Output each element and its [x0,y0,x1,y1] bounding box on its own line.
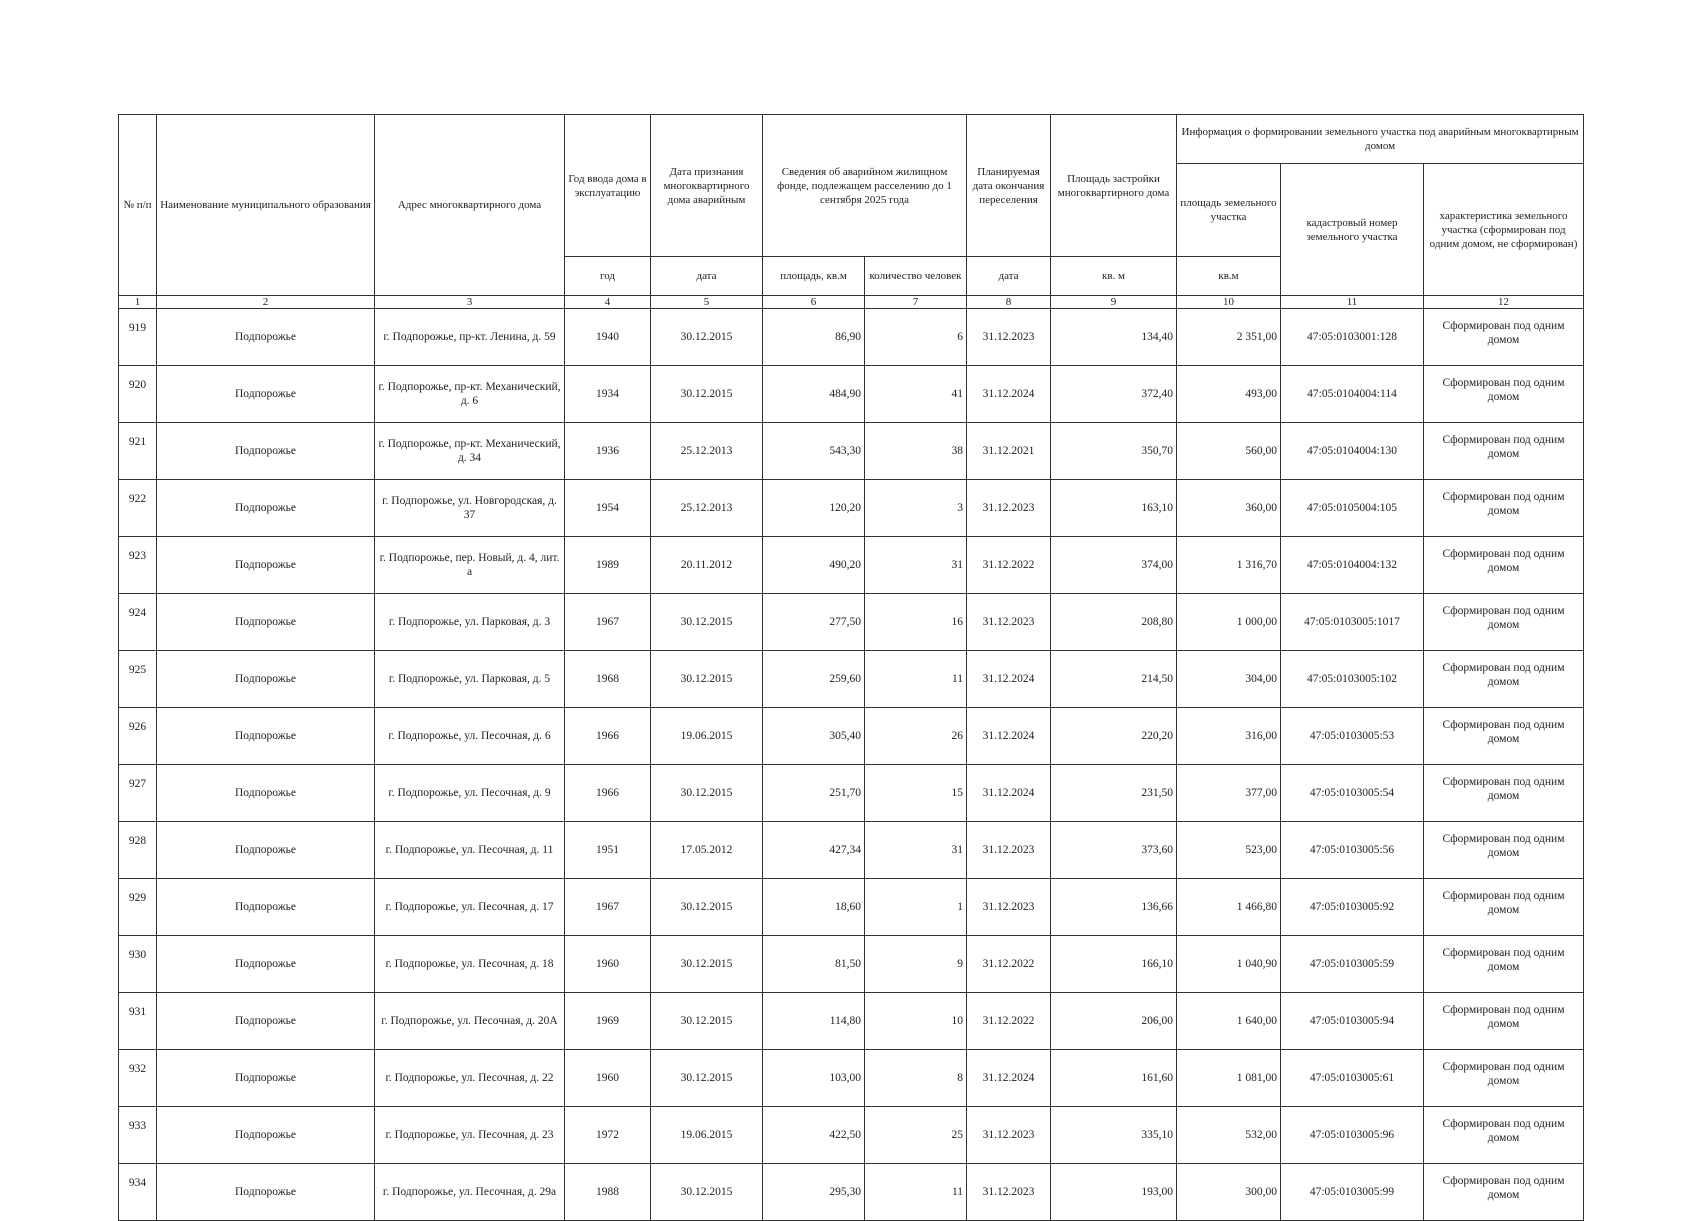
recognition-date-cell: 25.12.2013 [651,423,763,480]
unit-people: количество человек [865,257,967,296]
unit-building-area: кв. м [1051,257,1177,296]
row-number: 931 [119,993,157,1050]
table-row [119,1050,1584,1107]
year-cell: 1940 [565,309,651,366]
address-cell: г. Подпорожье, ул. Песочная, д. 6 [375,708,565,765]
building-area-cell: 231,50 [1051,765,1177,822]
address-cell: г. Подпорожье, ул. Песочная, д. 11 [375,822,565,879]
municipality-cell: Подпорожье [157,993,375,1050]
land-area-cell: 1 640,00 [1177,993,1281,1050]
cadastral-number-cell: 47:05:0103005:54 [1281,765,1424,822]
column-number: 9 [1051,296,1177,309]
emergency-area-cell: 543,30 [763,423,865,480]
land-area-cell: 523,00 [1177,822,1281,879]
recognition-date-cell: 30.12.2015 [651,309,763,366]
cadastral-number-cell: 47:05:0103005:53 [1281,708,1424,765]
year-cell: 1960 [565,936,651,993]
row-number: 924 [119,594,157,651]
cadastral-number-cell: 47:05:0104004:114 [1281,366,1424,423]
planned-date-cell: 31.12.2023 [967,480,1051,537]
header-land-char: характеристика земельного участка (сформирован под одним домом, не сформирован) [1424,164,1584,296]
recognition-date-cell: 19.06.2015 [651,708,763,765]
address-cell: г. Подпорожье, пр-кт. Механический, д. 6 [375,366,565,423]
column-number: 8 [967,296,1051,309]
planned-date-cell: 31.12.2024 [967,651,1051,708]
emergency-area-cell: 490,20 [763,537,865,594]
table-body [119,309,1584,1221]
emergency-area-cell: 81,50 [763,936,865,993]
land-area-cell: 532,00 [1177,1107,1281,1164]
recognition-date-cell: 19.06.2015 [651,1107,763,1164]
municipality-cell: Подпорожье [157,936,375,993]
land-characteristic-cell: Сформирован под одним домом [1424,366,1584,423]
emergency-area-cell: 422,50 [763,1107,865,1164]
recognition-date-cell: 17.05.2012 [651,822,763,879]
unit-land-area: кв.м [1177,257,1281,296]
emergency-area-cell: 120,20 [763,480,865,537]
row-number: 926 [119,708,157,765]
planned-date-cell: 31.12.2024 [967,366,1051,423]
building-area-cell: 193,00 [1051,1164,1177,1221]
header-recognition-date: Дата признания многоквартирного дома аварийным [651,115,763,257]
municipality-cell: Подпорожье [157,423,375,480]
unit-area: площадь, кв.м [763,257,865,296]
cadastral-number-cell: 47:05:0103005:92 [1281,879,1424,936]
people-count-cell: 3 [865,480,967,537]
municipality-cell: Подпорожье [157,822,375,879]
land-characteristic-cell: Сформирован под одним домом [1424,537,1584,594]
building-area-cell: 214,50 [1051,651,1177,708]
building-area-cell: 136,66 [1051,879,1177,936]
address-cell: г. Подпорожье, ул. Парковая, д. 3 [375,594,565,651]
building-area-cell: 350,70 [1051,423,1177,480]
land-characteristic-cell: Сформирован под одним домом [1424,879,1584,936]
cadastral-number-cell: 47:05:0103005:99 [1281,1164,1424,1221]
year-cell: 1966 [565,708,651,765]
table-row [119,1107,1584,1164]
land-area-cell: 316,00 [1177,708,1281,765]
year-cell: 1966 [565,765,651,822]
land-characteristic-cell: Сформирован под одним домом [1424,594,1584,651]
planned-date-cell: 31.12.2023 [967,822,1051,879]
municipality-cell: Подпорожье [157,309,375,366]
emergency-area-cell: 295,30 [763,1164,865,1221]
emergency-area-cell: 86,90 [763,309,865,366]
row-number: 933 [119,1107,157,1164]
municipality-cell: Подпорожье [157,879,375,936]
address-cell: г. Подпорожье, ул. Песочная, д. 23 [375,1107,565,1164]
header-year: Год ввода дома в эксплуатацию [565,115,651,257]
header-building-area: Площадь застройки многоквартирного дома [1051,115,1177,257]
building-area-cell: 372,40 [1051,366,1177,423]
recognition-date-cell: 30.12.2015 [651,366,763,423]
address-cell: г. Подпорожье, пр-кт. Ленина, д. 59 [375,309,565,366]
planned-date-cell: 31.12.2022 [967,993,1051,1050]
table-row [119,822,1584,879]
column-number: 7 [865,296,967,309]
municipality-cell: Подпорожье [157,366,375,423]
cadastral-number-cell: 47:05:0103005:96 [1281,1107,1424,1164]
year-cell: 1934 [565,366,651,423]
people-count-cell: 6 [865,309,967,366]
people-count-cell: 1 [865,879,967,936]
column-number: 6 [763,296,865,309]
land-characteristic-cell: Сформирован под одним домом [1424,993,1584,1050]
building-area-cell: 373,60 [1051,822,1177,879]
row-number: 934 [119,1164,157,1221]
column-number: 12 [1424,296,1584,309]
recognition-date-cell: 30.12.2015 [651,1050,763,1107]
year-cell: 1951 [565,822,651,879]
column-number: 5 [651,296,763,309]
table-row [119,651,1584,708]
people-count-cell: 9 [865,936,967,993]
building-area-cell: 161,60 [1051,1050,1177,1107]
planned-date-cell: 31.12.2021 [967,423,1051,480]
table-row [119,708,1584,765]
column-number: 1 [119,296,157,309]
land-characteristic-cell: Сформирован под одним домом [1424,651,1584,708]
land-characteristic-cell: Сформирован под одним домом [1424,309,1584,366]
land-characteristic-cell: Сформирован под одним домом [1424,423,1584,480]
municipality-cell: Подпорожье [157,1107,375,1164]
year-cell: 1967 [565,594,651,651]
address-cell: г. Подпорожье, ул. Песочная, д. 29а [375,1164,565,1221]
emergency-area-cell: 18,60 [763,879,865,936]
building-area-cell: 163,10 [1051,480,1177,537]
year-cell: 1960 [565,1050,651,1107]
row-number: 919 [119,309,157,366]
recognition-date-cell: 30.12.2015 [651,879,763,936]
land-characteristic-cell: Сформирован под одним домом [1424,765,1584,822]
header-municipality: Наименование муниципального образования [157,115,375,296]
table-row [119,537,1584,594]
cadastral-number-cell: 47:05:0103005:59 [1281,936,1424,993]
address-cell: г. Подпорожье, ул. Песочная, д. 9 [375,765,565,822]
header-cadastral: кадастровый номер земельного участка [1281,164,1424,296]
people-count-cell: 25 [865,1107,967,1164]
land-area-cell: 493,00 [1177,366,1281,423]
year-cell: 1968 [565,651,651,708]
people-count-cell: 16 [865,594,967,651]
land-area-cell: 300,00 [1177,1164,1281,1221]
people-count-cell: 41 [865,366,967,423]
people-count-cell: 11 [865,1164,967,1221]
emergency-area-cell: 427,34 [763,822,865,879]
cadastral-number-cell: 47:05:0105004:105 [1281,480,1424,537]
municipality-cell: Подпорожье [157,594,375,651]
emergency-area-cell: 305,40 [763,708,865,765]
land-area-cell: 304,00 [1177,651,1281,708]
emergency-area-cell: 277,50 [763,594,865,651]
people-count-cell: 31 [865,822,967,879]
emergency-area-cell: 103,00 [763,1050,865,1107]
municipality-cell: Подпорожье [157,1050,375,1107]
address-cell: г. Подпорожье, пр-кт. Механический, д. 34 [375,423,565,480]
table-row [119,594,1584,651]
address-cell: г. Подпорожье, ул. Песочная, д. 18 [375,936,565,993]
land-area-cell: 2 351,00 [1177,309,1281,366]
table-row [119,936,1584,993]
table-row [119,366,1584,423]
emergency-area-cell: 484,90 [763,366,865,423]
address-cell: г. Подпорожье, пер. Новый, д. 4, лит. а [375,537,565,594]
planned-date-cell: 31.12.2024 [967,1050,1051,1107]
emergency-area-cell: 251,70 [763,765,865,822]
header-planned-date: Планируемая дата окончания переселения [967,115,1051,257]
header-emergency-info: Сведения об аварийном жилищном фонде, подлежащем расселению до 1 сентября 2025 года [763,115,967,257]
land-characteristic-cell: Сформирован под одним домом [1424,822,1584,879]
year-cell: 1969 [565,993,651,1050]
cadastral-number-cell: 47:05:0103005:1017 [1281,594,1424,651]
header-land-area: площадь земельного участка [1177,164,1281,257]
year-cell: 1967 [565,879,651,936]
land-area-cell: 1 466,80 [1177,879,1281,936]
row-number: 929 [119,879,157,936]
table-row [119,993,1584,1050]
table-row [119,480,1584,537]
land-area-cell: 1 000,00 [1177,594,1281,651]
land-area-cell: 377,00 [1177,765,1281,822]
column-number: 10 [1177,296,1281,309]
recognition-date-cell: 20.11.2012 [651,537,763,594]
municipality-cell: Подпорожье [157,765,375,822]
header-num: № п/п [119,115,157,296]
document-sheet [118,114,1583,1221]
column-number: 2 [157,296,375,309]
table-row [119,879,1584,936]
row-number: 925 [119,651,157,708]
land-characteristic-cell: Сформирован под одним домом [1424,708,1584,765]
cadastral-number-cell: 47:05:0104004:132 [1281,537,1424,594]
recognition-date-cell: 30.12.2015 [651,765,763,822]
row-number: 921 [119,423,157,480]
address-cell: г. Подпорожье, ул. Песочная, д. 17 [375,879,565,936]
planned-date-cell: 31.12.2023 [967,879,1051,936]
building-area-cell: 166,10 [1051,936,1177,993]
recognition-date-cell: 25.12.2013 [651,480,763,537]
table-row [119,309,1584,366]
planned-date-cell: 31.12.2023 [967,1164,1051,1221]
people-count-cell: 26 [865,708,967,765]
table-row [119,765,1584,822]
emergency-area-cell: 259,60 [763,651,865,708]
cadastral-number-cell: 47:05:0103005:102 [1281,651,1424,708]
table-row [119,1164,1584,1221]
column-number: 4 [565,296,651,309]
year-cell: 1989 [565,537,651,594]
people-count-cell: 38 [865,423,967,480]
cadastral-number-cell: 47:05:0103001:128 [1281,309,1424,366]
land-area-cell: 1 040,90 [1177,936,1281,993]
unit-date: дата [651,257,763,296]
municipality-cell: Подпорожье [157,708,375,765]
column-numbers-row [119,296,1584,309]
cadastral-number-cell: 47:05:0104004:130 [1281,423,1424,480]
planned-date-cell: 31.12.2024 [967,708,1051,765]
row-number: 923 [119,537,157,594]
planned-date-cell: 31.12.2022 [967,537,1051,594]
people-count-cell: 11 [865,651,967,708]
emergency-area-cell: 114,80 [763,993,865,1050]
people-count-cell: 15 [865,765,967,822]
year-cell: 1988 [565,1164,651,1221]
cadastral-number-cell: 47:05:0103005:94 [1281,993,1424,1050]
planned-date-cell: 31.12.2022 [967,936,1051,993]
municipality-cell: Подпорожье [157,480,375,537]
cadastral-number-cell: 47:05:0103005:56 [1281,822,1424,879]
planned-date-cell: 31.12.2023 [967,309,1051,366]
building-area-cell: 335,10 [1051,1107,1177,1164]
address-cell: г. Подпорожье, ул. Новгородская, д. 37 [375,480,565,537]
land-area-cell: 360,00 [1177,480,1281,537]
year-cell: 1954 [565,480,651,537]
people-count-cell: 8 [865,1050,967,1107]
year-cell: 1936 [565,423,651,480]
recognition-date-cell: 30.12.2015 [651,993,763,1050]
municipality-cell: Подпорожье [157,1164,375,1221]
column-number: 3 [375,296,565,309]
recognition-date-cell: 30.12.2015 [651,936,763,993]
building-area-cell: 206,00 [1051,993,1177,1050]
unit-planned-date: дата [967,257,1051,296]
recognition-date-cell: 30.12.2015 [651,594,763,651]
recognition-date-cell: 30.12.2015 [651,1164,763,1221]
cadastral-number-cell: 47:05:0103005:61 [1281,1050,1424,1107]
row-number: 920 [119,366,157,423]
planned-date-cell: 31.12.2024 [967,765,1051,822]
land-characteristic-cell: Сформирован под одним домом [1424,1107,1584,1164]
land-area-cell: 560,00 [1177,423,1281,480]
header-land-info: Информация о формировании земельного участка под аварийным многоквартирным домом [1177,115,1584,164]
column-number: 11 [1281,296,1424,309]
people-count-cell: 10 [865,993,967,1050]
land-characteristic-cell: Сформирован под одним домом [1424,1050,1584,1107]
land-area-cell: 1 316,70 [1177,537,1281,594]
row-number: 930 [119,936,157,993]
planned-date-cell: 31.12.2023 [967,594,1051,651]
land-area-cell: 1 081,00 [1177,1050,1281,1107]
row-number: 927 [119,765,157,822]
land-characteristic-cell: Сформирован под одним домом [1424,480,1584,537]
unit-year: год [565,257,651,296]
municipality-cell: Подпорожье [157,537,375,594]
building-area-cell: 208,80 [1051,594,1177,651]
recognition-date-cell: 30.12.2015 [651,651,763,708]
land-characteristic-cell: Сформирован под одним домом [1424,936,1584,993]
land-characteristic-cell: Сформирован под одним домом [1424,1164,1584,1221]
row-number: 928 [119,822,157,879]
table-row [119,423,1584,480]
address-cell: г. Подпорожье, ул. Песочная, д. 20А [375,993,565,1050]
address-cell: г. Подпорожье, ул. Песочная, д. 22 [375,1050,565,1107]
header-address: Адрес многоквартирного дома [375,115,565,296]
row-number: 922 [119,480,157,537]
year-cell: 1972 [565,1107,651,1164]
address-cell: г. Подпорожье, ул. Парковая, д. 5 [375,651,565,708]
building-area-cell: 374,00 [1051,537,1177,594]
building-area-cell: 134,40 [1051,309,1177,366]
emergency-housing-table [118,114,1584,1221]
row-number: 932 [119,1050,157,1107]
municipality-cell: Подпорожье [157,651,375,708]
building-area-cell: 220,20 [1051,708,1177,765]
planned-date-cell: 31.12.2023 [967,1107,1051,1164]
people-count-cell: 31 [865,537,967,594]
